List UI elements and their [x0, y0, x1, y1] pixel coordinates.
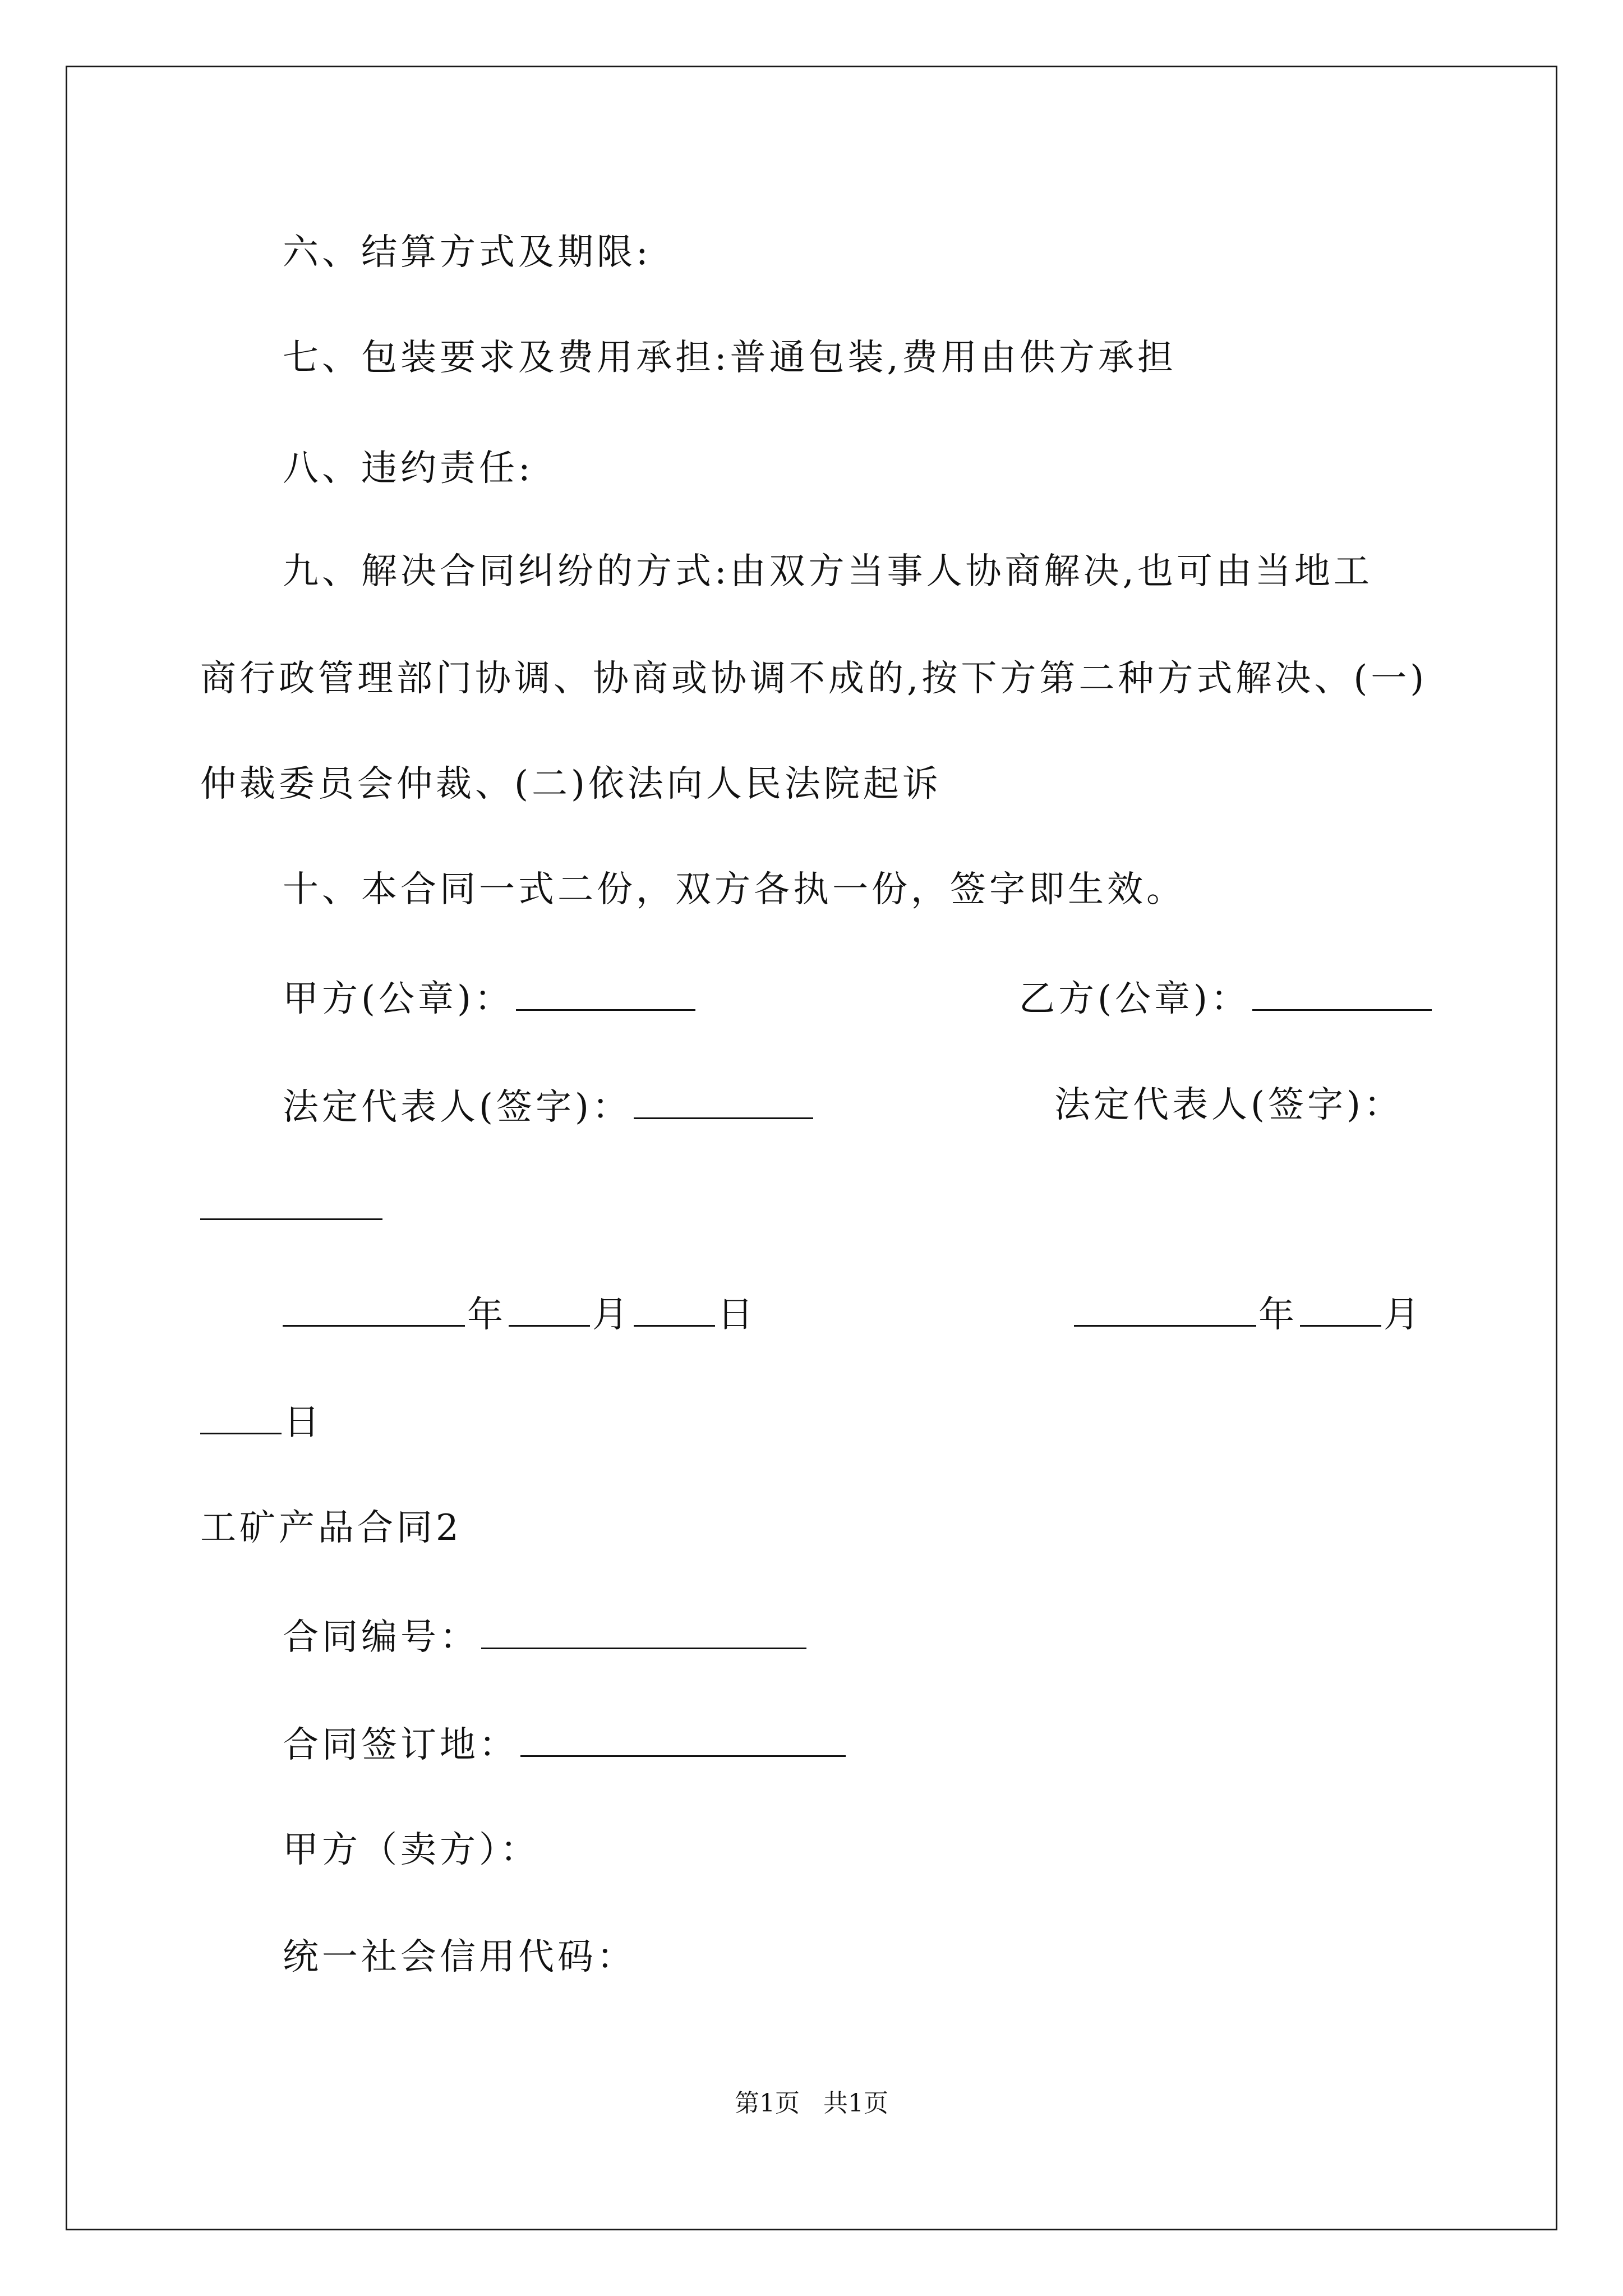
- party-a-seal-row: [283, 974, 698, 1022]
- legal-rep-a-label: 法定代表人(签字)：: [283, 1087, 631, 1128]
- date-b-row: [1074, 1290, 1423, 1337]
- party-b-seal-row: [1019, 974, 1434, 1022]
- signing-place-blank: [520, 1720, 846, 1757]
- date-b-day-label: 日: [284, 1402, 323, 1443]
- date-a-month-label: 月: [592, 1294, 631, 1336]
- date-b-month-blank: [1300, 1290, 1381, 1327]
- clause-dispute-line-1: 九、解决合同纠纷的方式:由双方当事人协商解决,也可由当地工: [283, 551, 1373, 592]
- party-b-seal-blank: [1252, 974, 1432, 1011]
- legal-rep-b-blank: [200, 1184, 382, 1220]
- contract-number-row: [283, 1613, 809, 1660]
- legal-rep-b-row: [1054, 1083, 1403, 1128]
- legal-rep-a-blank: [634, 1083, 813, 1119]
- party-a-seller-label: 甲方（卖方）：: [283, 1829, 540, 1871]
- date-b-day-row: [200, 1398, 323, 1445]
- date-b-year-label: 年: [1258, 1294, 1298, 1336]
- credit-code-label: 统一社会信用代码：: [283, 1936, 636, 1978]
- clause-dispute-line-2: 商行政管理部门协调、协商或协调不成的,按下方第二种方式解决、(一): [200, 658, 1428, 700]
- date-a-month-blank: [509, 1290, 590, 1327]
- contract2-title: 工矿产品合同2: [200, 1507, 462, 1549]
- date-a-day-label: 日: [717, 1294, 757, 1336]
- date-a-year-blank: [283, 1290, 465, 1327]
- clause-settlement: 六、结算方式及期限:: [283, 232, 652, 273]
- date-a-day-blank: [634, 1290, 715, 1327]
- clause-breach: 八、违约责任:: [283, 448, 534, 489]
- clause-copies: 十、本合同一式二份，双方各执一份，签字即生效。: [283, 869, 1186, 910]
- date-b-day-blank: [200, 1398, 282, 1434]
- clause-dispute-line-3: 仲裁委员会仲裁、(二)依法向人民法院起诉: [200, 763, 942, 805]
- clause-packaging: 七、包装要求及费用承担:普通包装,费用由供方承担: [283, 337, 1177, 379]
- date-a-year-label: 年: [467, 1294, 506, 1336]
- contract-number-label: 合同编号：: [283, 1617, 479, 1658]
- date-b-year-blank: [1074, 1290, 1256, 1327]
- date-a-row: [283, 1290, 757, 1337]
- legal-rep-a-row: [283, 1083, 815, 1130]
- page-footer: 第1页 共1页: [735, 2089, 888, 2118]
- signing-place-label: 合同签订地：: [283, 1724, 518, 1766]
- contract-number-blank: [481, 1613, 806, 1649]
- party-b-seal-label: 乙方(公章)：: [1019, 978, 1250, 1020]
- date-b-month-label: 月: [1384, 1294, 1423, 1336]
- party-a-seal-blank: [516, 974, 695, 1011]
- signing-place-row: [283, 1720, 848, 1768]
- legal-rep-b-label: 法定代表人(签字)：: [1054, 1084, 1403, 1126]
- legal-rep-b-blank-row: [200, 1184, 385, 1231]
- party-a-seal-label: 甲方(公章)：: [283, 978, 514, 1020]
- page-border: [66, 66, 1557, 2230]
